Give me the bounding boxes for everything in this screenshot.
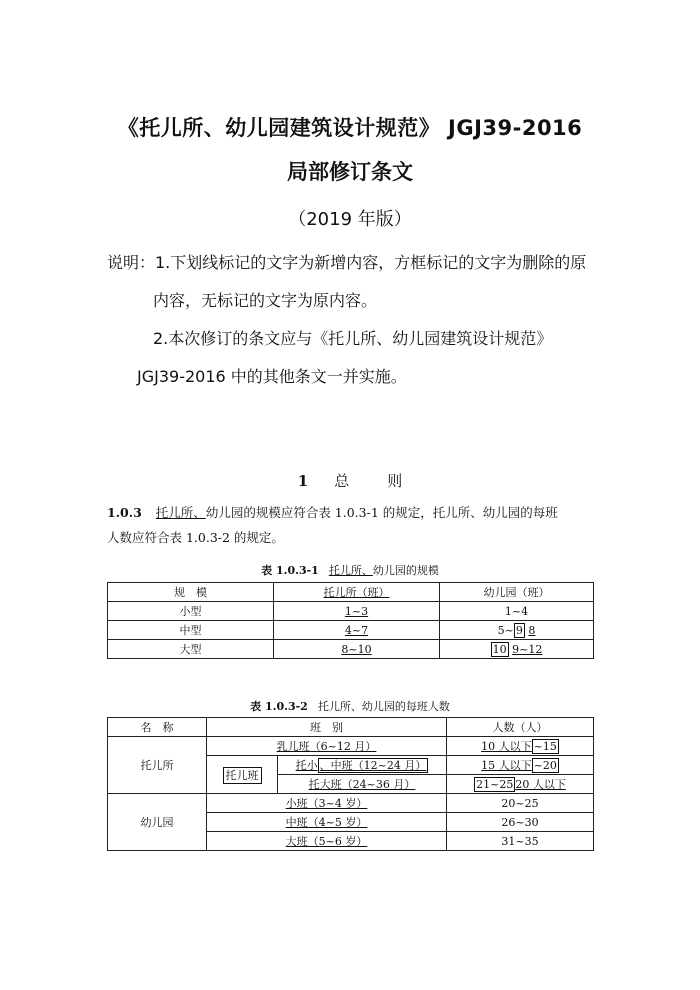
kg-prefix: 5~ [497,623,514,637]
table2-caption-text: 托儿所、幼儿园的每班人数 [317,700,450,713]
deleted-text: ~20 [533,759,557,772]
clause-1-0-3-line1 [107,503,558,521]
cell-count: 26~30 [447,813,594,832]
deleted-text: 10 [492,642,507,656]
cell-class [207,813,447,832]
inserted-text: 9~12 [512,642,543,656]
document-subtitle: 局部修订条文 [287,160,413,184]
class-text-a: 托小 [295,759,318,772]
clause-1-0-3-line2: 人数应符合表 1.0.3-2 的规定。 [107,530,284,545]
deleted-text: 托儿班 [223,767,262,784]
cell-kindergarten [440,640,594,659]
table-header-row [108,718,594,737]
cell-count [447,737,594,756]
cell-kindergarten [440,621,594,640]
cell-count: 31~35 [447,832,594,851]
class-text: 小班（3~4 岁） [285,797,368,810]
cell-nursery-text: 8~10 [341,642,372,656]
clause-text: 幼儿园的规模应符合表 1.0.3-1 的规定，托儿所、幼儿园的每班 [205,505,558,520]
deleted-text: ~15 [533,740,557,753]
cell-nursery [274,602,440,621]
document-title: 《托儿所、幼儿园建筑设计规范》 JGJ39-2016 [117,116,583,140]
deleted-text: 9 [515,623,523,637]
document-version: （2019 年版） [288,209,412,230]
cell-deleted-nursery-group [207,756,278,794]
table1-header-kindergarten: 幼儿园（班） [440,583,594,602]
table-header-row [108,583,594,602]
table-row [108,737,594,756]
section-number: 1 [297,472,309,490]
section-title-b: 则 [387,472,403,490]
cell-class [207,832,447,851]
table2-number: 表 1.0.3-2 [250,700,308,713]
header-nursery-text: 托儿所（班） [323,586,390,599]
cell-scale: 大型 [108,640,274,659]
cell-nursery [274,621,440,640]
inserted-text: 8 [528,623,536,637]
table1-caption [0,562,700,578]
table-row [108,640,594,659]
table-row [108,794,594,813]
cell-nursery-label: 托儿所 [108,737,207,794]
class-text-b: 、中班（12~24 月） [319,759,427,772]
cell-class [207,794,447,813]
table1-caption-inserted: 托儿所、 [328,564,373,577]
cell-count [447,775,594,794]
table2-header-count: 人数（人） [447,718,594,737]
note-1-line1: 说明：1.下划线标记的文字为新增内容，方框标记的文字为删除的原 [107,253,587,272]
note-2-line2: JGJ39-2016 中的其他条文一并实施。 [137,367,407,386]
class-text: 托大班（24~36 月） [308,778,416,791]
table2-caption [0,698,700,714]
cell-count: 20~25 [447,794,594,813]
inserted-text: 15 人以下 [481,759,532,772]
table1 [107,582,594,659]
table-row [108,602,594,621]
table2-header-name: 名 称 [108,718,207,737]
table2 [107,717,594,851]
cell-class [207,737,447,756]
cell-nursery [274,640,440,659]
table2-header-class: 班 别 [207,718,447,737]
cell-kindergarten-label: 幼儿园 [108,794,207,851]
section-heading [0,470,700,491]
inserted-text: 20 人以下 [515,778,566,791]
clause-number: 1.0.3 [107,505,142,520]
class-text: 乳儿班（6~12 月） [276,740,377,753]
table-row [108,621,594,640]
table1-header-scale: 规 模 [108,583,274,602]
section-title-a: 总 [334,472,350,490]
table1-number: 表 1.0.3-1 [261,564,319,577]
cell-nursery-text: 1~3 [344,604,369,618]
cell-nursery-text: 4~7 [344,623,369,637]
note-1-line2: 内容，无标记的文字为原内容。 [153,291,378,310]
cell-kindergarten: 1~4 [440,602,594,621]
note-2-line1: 2.本次修订的条文应与《托儿所、幼儿园建筑设计规范》 [153,329,553,348]
cell-scale: 中型 [108,621,274,640]
cell-count [447,756,594,775]
cell-class [278,775,447,794]
table1-header-nursery [274,583,440,602]
inserted-text: 10 人以下 [481,740,532,753]
class-text: 中班（4~5 岁） [285,816,368,829]
inserted-text: 托儿所、 [155,505,206,520]
class-text: 大班（5~6 岁） [285,835,368,848]
table1-caption-text: 幼儿园的规模 [372,564,439,577]
deleted-text: 21~25 [476,778,514,791]
cell-class [278,756,447,775]
cell-scale: 小型 [108,602,274,621]
